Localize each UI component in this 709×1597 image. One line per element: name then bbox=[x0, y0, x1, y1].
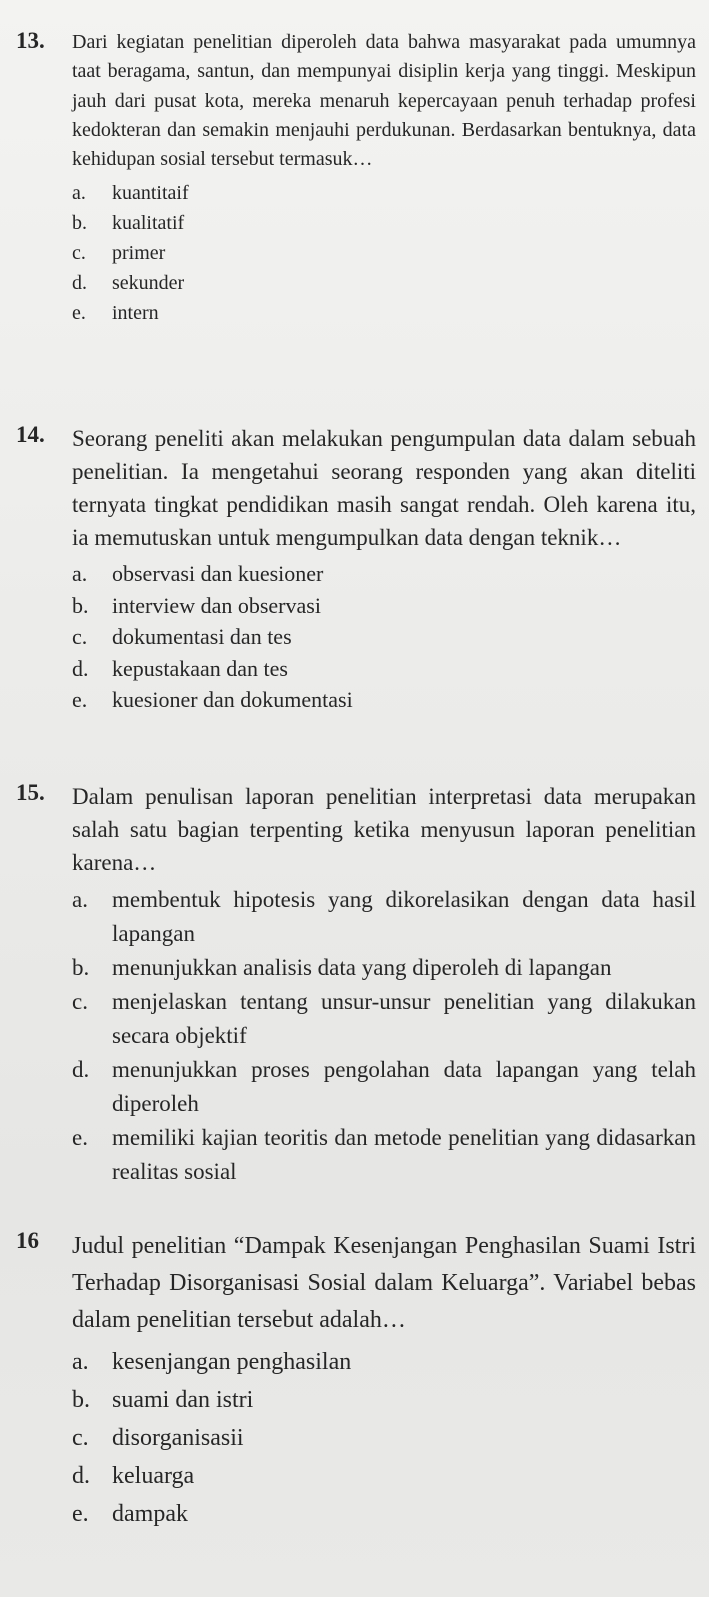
question-13 bbox=[16, 28, 696, 328]
option-a[interactable] bbox=[72, 558, 696, 590]
option-letter: e. bbox=[72, 687, 88, 712]
question-number: 16 bbox=[16, 1228, 39, 1253]
option-letter: b. bbox=[72, 1387, 90, 1413]
question-number: 13. bbox=[16, 28, 45, 53]
option-letter: a. bbox=[72, 561, 88, 586]
question-14 bbox=[16, 422, 696, 716]
option-letter: c. bbox=[72, 989, 88, 1014]
option-c[interactable] bbox=[72, 621, 696, 653]
options-list bbox=[72, 1343, 696, 1533]
option-text: menjelaskan tentang unsur-unsur penelitian yang dilakukan secara objektif bbox=[112, 989, 696, 1048]
option-c[interactable] bbox=[72, 238, 696, 268]
question-text: Seorang peneliti akan melakukan pengumpulan data dalam sebuah penelitian. Ia mengetahui seorang responden yang akan diteliti ternyata tingkat pendidikan masih sangat rendah. Oleh karena itu, ia memutuskan untuk mengumpulkan data dengan teknik… bbox=[72, 426, 696, 550]
option-text: memiliki kajian teoritis dan metode penelitian yang didasarkan realitas sosial bbox=[112, 1125, 696, 1184]
question-text: Dari kegiatan penelitian diperoleh data bahwa masyarakat pada umumnya taat beragama, santun, dan mempunyai disiplin kerja yang tinggi. Meskipun jauh dari pusat kota, mereka menaruh kepercayaan penuh terhadap profesi kedokteran dan semakin menjauhi perdukunan. Berdasarkan bentuknya, data kehidupan sosial tersebut termasuk… bbox=[72, 31, 696, 171]
option-letter: e. bbox=[72, 1125, 88, 1150]
option-letter: e. bbox=[72, 302, 86, 325]
option-b[interactable] bbox=[72, 590, 696, 622]
options-list bbox=[72, 558, 696, 716]
option-letter: e. bbox=[72, 1501, 89, 1527]
option-letter: c. bbox=[72, 1425, 89, 1451]
option-e[interactable] bbox=[72, 1121, 696, 1189]
option-a[interactable] bbox=[72, 883, 696, 951]
option-d[interactable] bbox=[72, 653, 696, 685]
option-text: primer bbox=[112, 242, 166, 265]
option-letter: c. bbox=[72, 242, 86, 265]
option-letter: a. bbox=[72, 887, 88, 912]
option-letter: b. bbox=[72, 955, 90, 980]
option-text: keluarga bbox=[112, 1463, 195, 1489]
option-d[interactable] bbox=[72, 1053, 696, 1121]
option-text: kesenjangan penghasilan bbox=[112, 1349, 352, 1375]
option-c[interactable] bbox=[72, 1419, 696, 1457]
option-text: kepustakaan dan tes bbox=[112, 655, 288, 681]
option-b[interactable] bbox=[72, 208, 696, 238]
option-d[interactable] bbox=[72, 1457, 696, 1495]
option-text: kuesioner dan dokumentasi bbox=[112, 687, 353, 712]
option-text: menunjukkan proses pengolahan data lapangan yang telah diperoleh bbox=[112, 1057, 696, 1116]
option-letter: d. bbox=[72, 1463, 90, 1489]
option-e[interactable] bbox=[72, 1495, 696, 1533]
question-number: 14. bbox=[16, 422, 45, 447]
option-text: membentuk hipotesis yang dikorelasikan dengan data hasil lapangan bbox=[112, 887, 696, 946]
option-a[interactable] bbox=[72, 1343, 696, 1381]
option-letter: c. bbox=[72, 624, 88, 649]
option-text: intern bbox=[112, 302, 159, 325]
option-text: dampak bbox=[112, 1501, 188, 1527]
question-text: Dalam penulisan laporan penelitian interpretasi data merupakan salah satu bagian terpenting ketika menyusun laporan penelitian karena… bbox=[72, 784, 696, 875]
option-letter: b. bbox=[72, 212, 87, 235]
options-list bbox=[72, 178, 696, 328]
option-letter: d. bbox=[72, 1057, 90, 1082]
option-letter: d. bbox=[72, 655, 89, 681]
options-list bbox=[72, 883, 696, 1189]
option-b[interactable] bbox=[72, 951, 696, 985]
question-16 bbox=[16, 1228, 696, 1533]
option-a[interactable] bbox=[72, 178, 696, 208]
option-c[interactable] bbox=[72, 985, 696, 1053]
option-text: kuantitaif bbox=[112, 182, 189, 205]
option-d[interactable] bbox=[72, 268, 696, 298]
option-text: menunjukkan analisis data yang diperoleh di lapangan bbox=[112, 955, 612, 980]
option-b[interactable] bbox=[72, 1381, 696, 1419]
option-letter: a. bbox=[72, 182, 86, 205]
option-text: suami dan istri bbox=[112, 1387, 254, 1413]
option-text: dokumentasi dan tes bbox=[112, 624, 292, 649]
option-text: sekunder bbox=[112, 272, 185, 295]
option-letter: d. bbox=[72, 272, 87, 295]
option-letter: a. bbox=[72, 1349, 89, 1375]
option-text: disorganisasii bbox=[112, 1425, 244, 1451]
option-text: interview dan observasi bbox=[112, 592, 321, 618]
question-15 bbox=[16, 780, 696, 1189]
option-e[interactable] bbox=[72, 298, 696, 328]
option-text: kualitatif bbox=[112, 212, 185, 235]
question-number: 15. bbox=[16, 780, 45, 805]
option-e[interactable] bbox=[72, 684, 696, 716]
option-text: observasi dan kuesioner bbox=[112, 561, 324, 586]
option-letter: b. bbox=[72, 592, 89, 618]
question-text: Judul penelitian “Dampak Kesenjangan Penghasilan Suami Istri Terhadap Disorganisasi Sosial dalam Keluarga”. Variabel bebas dalam penelitian tersebut adalah… bbox=[72, 1233, 696, 1333]
